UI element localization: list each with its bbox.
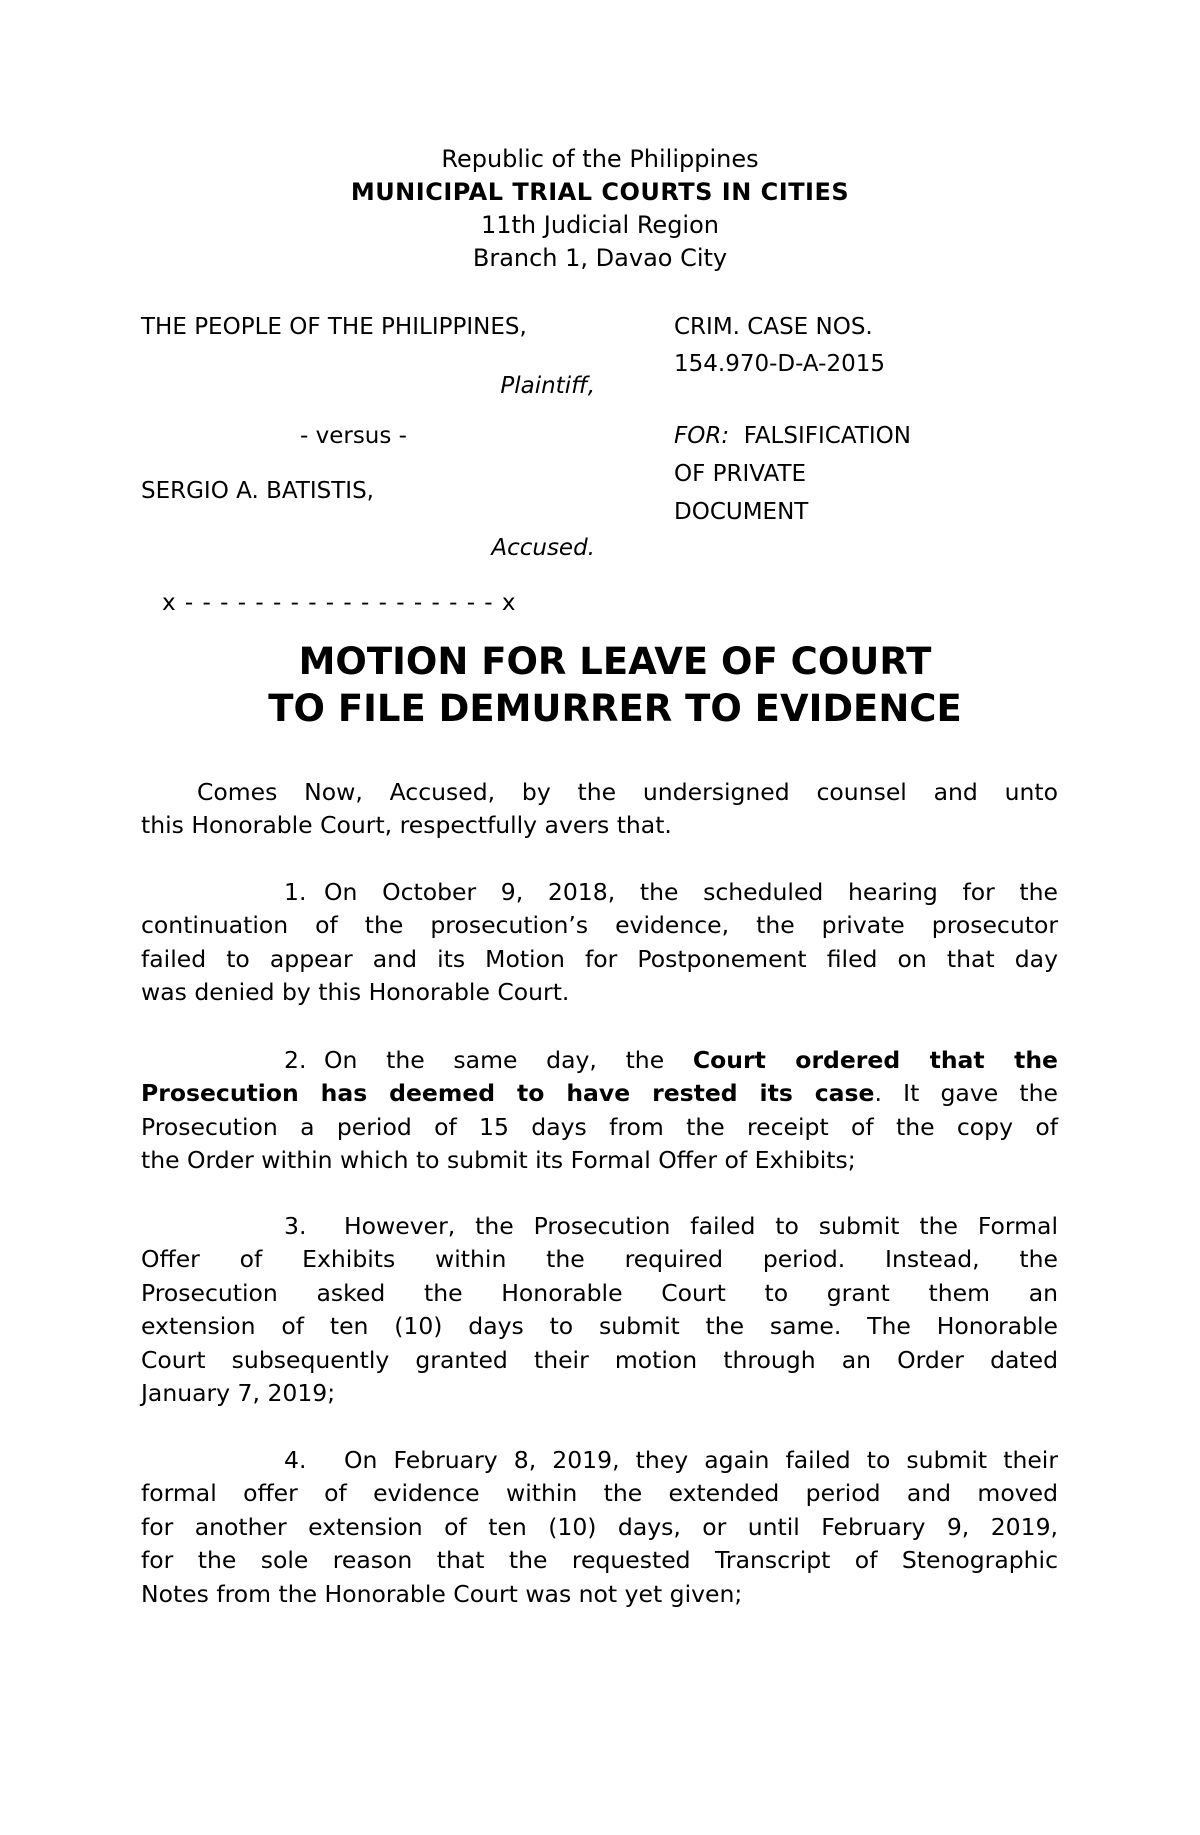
- text-line: [141, 1344, 1058, 1377]
- paragraph-2: [141, 1044, 1058, 1178]
- text-line: [141, 809, 1058, 842]
- text-segment: Prosecution a period of 15 days from the receipt of the copy of: [141, 1112, 1058, 1141]
- text-segment: this Honorable Court, respectfully avers that.: [141, 811, 672, 840]
- paragraph-1: [141, 876, 1058, 1010]
- bold-text: Prosecution has deemed to have rested its case: [141, 1079, 875, 1108]
- text-line: [141, 1444, 1058, 1477]
- text-segment: the Order within which to submit its Formal Offer of Exhibits;: [141, 1146, 856, 1175]
- motion-title-line-2: TO FILE DEMURRER TO EVIDENCE: [268, 687, 962, 730]
- text-segment: On February 8, 2019, they again failed to submit their: [344, 1446, 1058, 1474]
- versus-label: - versus -: [300, 423, 407, 449]
- offense-line-2: OF PRIVATE: [674, 461, 807, 487]
- text-line: [141, 1077, 1058, 1110]
- text-segment: Court subsequently granted their motion through an Order dated: [141, 1345, 1058, 1374]
- paragraph-number: 1.: [284, 878, 307, 906]
- case-label: CRIM. CASE NOS.: [674, 314, 873, 340]
- text-line: [141, 1578, 1058, 1611]
- text-line: [141, 1310, 1058, 1343]
- paragraph-number: 4.: [284, 1446, 307, 1474]
- bold-text: Court ordered that the: [692, 1046, 1058, 1074]
- text-segment: for another extension of ten (10) days, or until February 9, 2019,: [141, 1512, 1058, 1541]
- accused-label: Accused.: [491, 535, 595, 561]
- paragraph-number: 2.: [284, 1046, 307, 1074]
- offense-line-3: DOCUMENT: [674, 499, 809, 525]
- text-segment: Prosecution asked the Honorable Court to grant them an: [141, 1278, 1058, 1307]
- text-line: [141, 1044, 1058, 1077]
- text-line: [141, 1544, 1058, 1577]
- text-line: [141, 1210, 1058, 1243]
- text-segment: for the sole reason that the requested Transcript of Stenographic: [141, 1546, 1058, 1575]
- paragraph-number: 3.: [284, 1212, 307, 1240]
- motion-title-line-1: MOTION FOR LEAVE OF COURT: [298, 640, 932, 683]
- region-line: 11th Judicial Region: [480, 211, 719, 239]
- text-line: [141, 1243, 1058, 1276]
- paragraph-3: [141, 1210, 1058, 1410]
- text-line: [141, 776, 1058, 809]
- text-segment: formal offer of evidence within the extended period and moved: [141, 1479, 1058, 1508]
- text-segment: Comes Now, Accused, by the undersigned counsel and unto: [197, 778, 1058, 806]
- text-line: [141, 909, 1058, 942]
- text-segment: failed to appear and its Motion for Postponement filed on that day: [141, 944, 1058, 973]
- branch-line: Branch 1, Davao City: [472, 244, 728, 272]
- text-line: [141, 1377, 1058, 1410]
- text-segment: On the same day, the: [324, 1046, 693, 1074]
- text-segment: Notes from the Honorable Court was not yet given;: [141, 1579, 743, 1608]
- text-segment: However, the Prosecution failed to submit the Formal: [344, 1212, 1058, 1240]
- republic-line: Republic of the Philippines: [441, 145, 759, 173]
- offense-line-1: [674, 423, 911, 449]
- text-segment: On October 9, 2018, the scheduled hearing for the: [324, 878, 1058, 906]
- court-name: MUNICIPAL TRIAL COURTS IN CITIES: [350, 178, 850, 206]
- text-segment: Offer of Exhibits within the required period. Instead, the: [141, 1245, 1058, 1274]
- text-line: [141, 1477, 1058, 1510]
- text-line: [141, 943, 1058, 976]
- case-number: 154.970-D-A-2015: [674, 351, 885, 377]
- accused-name: SERGIO A. BATISTIS,: [141, 478, 374, 504]
- text-line: [141, 1144, 1058, 1177]
- plaintiff-name: THE PEOPLE OF THE PHILIPPINES,: [141, 314, 527, 340]
- text-segment: January 7, 2019;: [141, 1378, 336, 1407]
- text-segment: continuation of the prosecution’s evidence, the private prosecutor: [141, 911, 1058, 940]
- paragraph-intro: [141, 776, 1058, 843]
- paragraph-4: [141, 1444, 1058, 1611]
- for-label: FOR:: [674, 423, 730, 449]
- text-segment: extension of ten (10) days to submit the same. The Honorable: [141, 1312, 1058, 1341]
- caption-separator: x - - - - - - - - - - - - - - - - - - x: [162, 590, 517, 616]
- text-line: [141, 1111, 1058, 1144]
- text-line: [141, 876, 1058, 909]
- text-line: [141, 1511, 1058, 1544]
- plaintiff-label: Plaintiff,: [500, 373, 595, 399]
- text-line: [141, 976, 1058, 1009]
- text-segment: was denied by this Honorable Court.: [141, 978, 570, 1007]
- text-line: [141, 1277, 1058, 1310]
- offense-text: FALSIFICATION: [743, 423, 911, 449]
- text-segment: . It gave the: [874, 1079, 1058, 1108]
